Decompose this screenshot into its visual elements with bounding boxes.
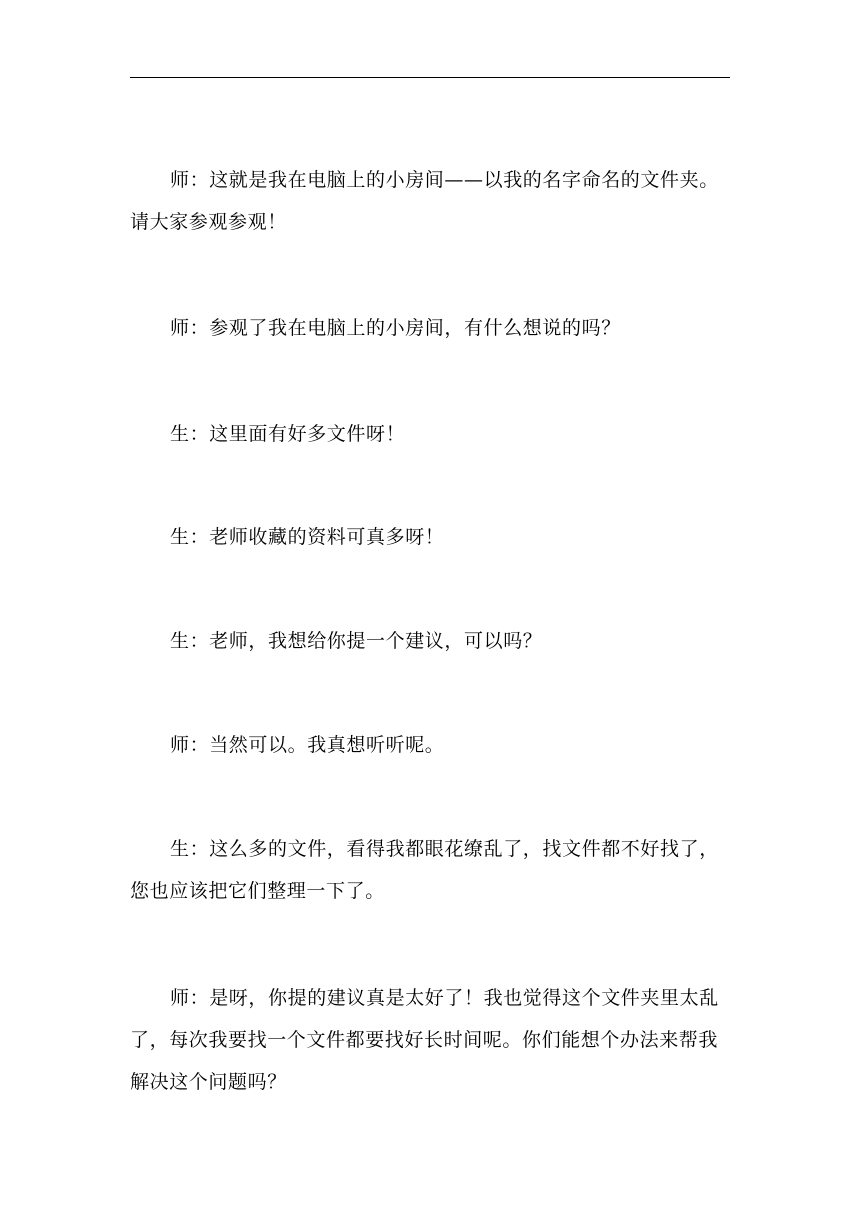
paragraph-8 bbox=[130, 977, 730, 1103]
paragraph-line: 请大家参观参观！ bbox=[130, 211, 287, 233]
paragraph-6 bbox=[130, 724, 730, 766]
paragraph-line: 生：老师，我想给你提一个建议，可以吗？ bbox=[170, 630, 543, 652]
paragraph-line: 师：是呀，你提的建议真是太好了！我也觉得这个文件夹里太乱 bbox=[170, 987, 719, 1009]
paragraph-7 bbox=[130, 828, 730, 912]
header-rule bbox=[130, 77, 730, 78]
paragraph-5 bbox=[130, 620, 730, 662]
paragraph-line: 师：这就是我在电脑上的小房间——以我的名字命名的文件夹。 bbox=[170, 169, 719, 191]
paragraph-line: 生：这么多的文件，看得我都眼花缭乱了，找文件都不好找了， bbox=[170, 838, 719, 860]
paragraph-line: 师：当然可以。我真想听听呢。 bbox=[170, 734, 445, 756]
paragraph-line: 师：参观了我在电脑上的小房间，有什么想说的吗？ bbox=[170, 317, 621, 339]
paragraph-line: 生：老师收藏的资料可真多呀！ bbox=[170, 526, 445, 548]
paragraph-3 bbox=[130, 413, 730, 455]
paragraph-line: 了，每次我要找一个文件都要找好长时间呢。你们能想个办法来帮我 bbox=[130, 1029, 719, 1051]
paragraph-4 bbox=[130, 516, 730, 558]
paragraph-2 bbox=[130, 307, 730, 349]
paragraph-line: 您也应该把它们整理一下了。 bbox=[130, 880, 385, 902]
paragraph-1 bbox=[130, 159, 730, 243]
paragraph-line: 解决这个问题吗？ bbox=[130, 1071, 287, 1093]
paragraph-line: 生：这里面有好多文件呀！ bbox=[170, 423, 406, 445]
